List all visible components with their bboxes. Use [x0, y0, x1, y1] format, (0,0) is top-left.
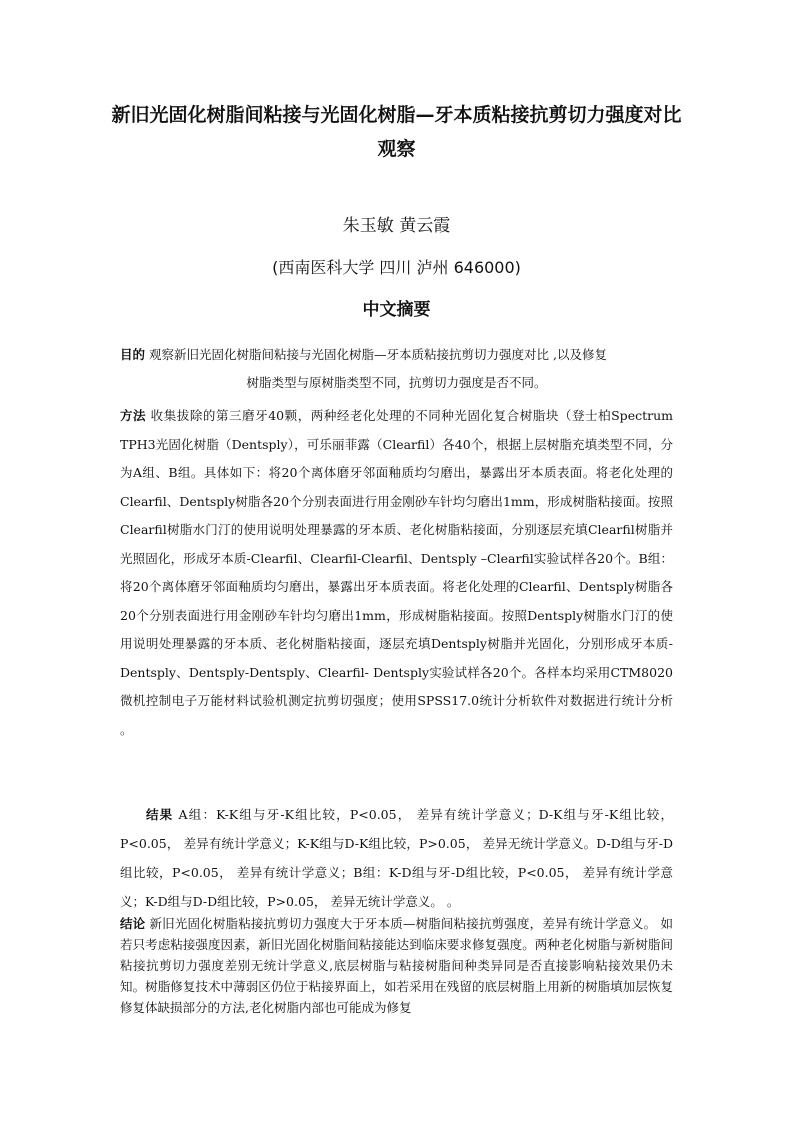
- abstract-heading: 中文摘要: [362, 300, 431, 320]
- method-label: 方法: [120, 408, 147, 423]
- purpose-paragraph: [120, 341, 673, 397]
- method-paragraph: [120, 402, 673, 744]
- result-paragraph: [120, 800, 673, 916]
- conclusion-text: 新旧光固化树脂粘接抗剪切力强度大于牙本质—树脂间粘接抗剪强度，差异有统计学意义。 如若只考虑粘接强度因素，新旧光固化树脂间粘接能达到临床要求修复强度。两种老化树脂与新树脂间粘接抗剪切力强度差别无统计学意义,底层树脂与粘接树脂间种类异同是否直接影响粘接效果仍未知。树脂修复技术中薄弱区仍位于粘接界面上，如若采用在残留的底层树脂上用新的树脂填加层恢复修复体缺损部分的方法,老化树脂内部也可能成为修复: [120, 916, 673, 1015]
- purpose-text-line2: 树脂类型与原树脂类型不同，抗剪切力强度是否不同。: [246, 375, 547, 390]
- purpose-text-line1: 观察新旧光固化树脂间粘接与光固化树脂—牙本质粘接抗剪切力强度对比 ,以及修复: [149, 347, 607, 362]
- purpose-label: 目的: [120, 347, 146, 362]
- affiliation: (西南医科大学 四川 泸州 646000): [272, 258, 521, 277]
- result-text: A组：K-K组与牙-K组比较，P<0.05， 差异有统计学意义；D-K组与牙-K组比较，P<0.05， 差异有统计学意义；K-K组与D-K组比较，P>0.05， 差异无统计学意义。D-D组与牙-D组比较，P<0.05， 差异有统计学意义；B组：K-D组与牙-D组比较，P<0.05， 差异有统计学意义；K-D组与D-D组比较，P>0.05， 差异无统计学意义。 。: [120, 807, 673, 909]
- conclusion-label: 结论: [120, 916, 146, 931]
- method-text: 收集拔除的第三磨牙40颗，两种经老化处理的不同种光固化复合树脂块（登士柏Spectrum TPH3光固化树脂（Dentsply），可乐丽菲露（Clearfil）各40个，根据上层树脂充填类型不同，分为A组、B组。具体如下：将20个离体磨牙邻面釉质均匀磨出，暴露出牙本质表面。将老化处理的Clearfil、Dentsply树脂各20个分别表面进行用金刚砂车针均匀磨出1mm，形成树脂粘接面。按照Clearfil树脂水门汀的使用说明处理暴露的牙本质、老化树脂粘接面，分别逐层充填Clearfil树脂并光照固化，形成牙本质-Clearfil、Clearfil-Clearfil、Dentsply –Clearfil实验试样各20个。B组： 将20个离体磨牙邻面釉质均匀磨出，暴露出牙本质表面。将老化处理的Clearfil、Dentsply树脂各20个分别表面进行用金刚砂车针均匀磨出1mm，形成树脂粘接面。按照Dentsply树脂水门汀的使用说明处理暴露的牙本质、老化树脂粘接面，逐层充填Dentsply树脂并光固化，分别形成牙本质- Dentsply、Dentsply-Dentsply、Clearfil- Dentsply实验试样各20个。各样本均采用CTM8020微机控制电子万能材料试验机测定抗剪切强度；使用SPSS17.0统计分析软件对数据进行统计分析 。: [120, 408, 673, 737]
- conclusion-paragraph: [120, 913, 673, 1018]
- result-label: 结果: [146, 807, 174, 822]
- authors: 朱玉敏 黄云霞: [342, 216, 451, 236]
- paper-title: 新旧光固化树脂间粘接与光固化树脂—牙本质粘接抗剪切力强度对比观察: [111, 104, 682, 160]
